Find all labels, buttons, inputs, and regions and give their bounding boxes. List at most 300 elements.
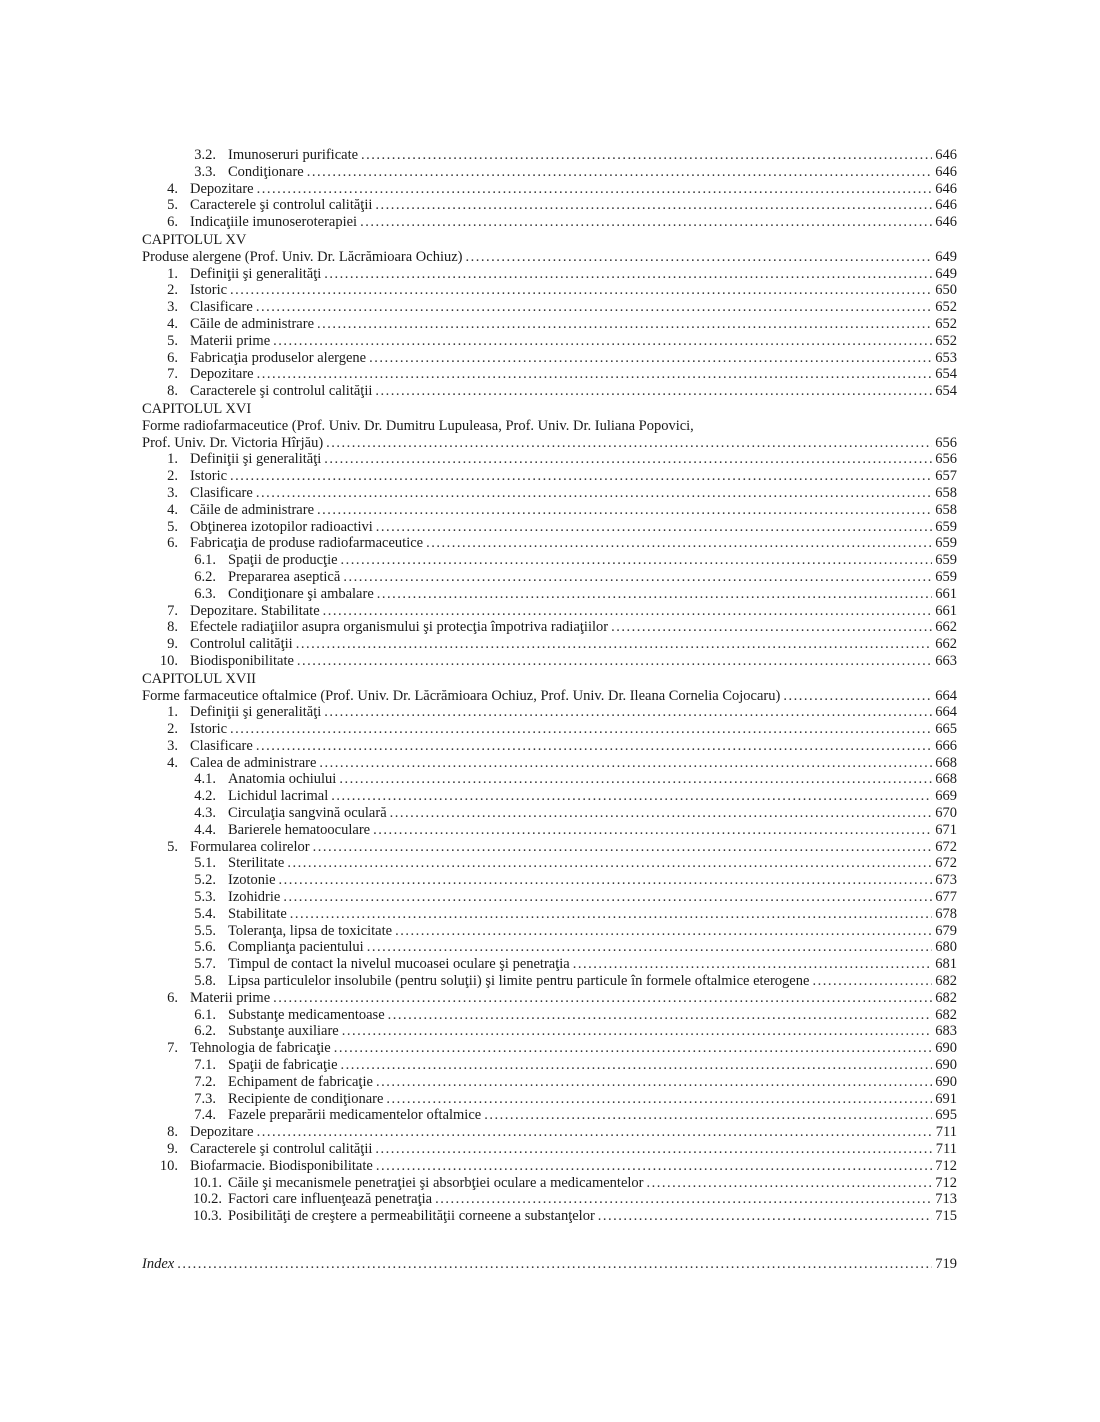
dot-leader bbox=[296, 636, 933, 653]
page-number: 664 bbox=[935, 704, 957, 721]
page-number: 682 bbox=[935, 973, 957, 990]
toc-entry bbox=[142, 1023, 957, 1040]
page-number: 658 bbox=[935, 484, 957, 501]
page-number: 652 bbox=[935, 299, 957, 316]
page-number: 661 bbox=[935, 602, 957, 619]
entry-title: Istoric bbox=[190, 468, 228, 485]
dot-leader bbox=[317, 316, 932, 333]
entry-number: 7.4. bbox=[194, 1107, 216, 1124]
entry-number: 7. bbox=[167, 366, 178, 383]
page-number: 691 bbox=[935, 1090, 957, 1107]
entry-title: Obţinerea izotopilor radioactivi bbox=[190, 518, 373, 535]
entry-title: Controlul calităţii bbox=[190, 636, 293, 653]
page-number: 682 bbox=[935, 989, 957, 1006]
toc-entry bbox=[142, 653, 957, 670]
chapter-title: Produse alergene (Prof. Univ. Dr. Lăcrămioara Ochiuz) bbox=[142, 248, 463, 265]
entry-number: 5.5. bbox=[194, 922, 216, 939]
toc-entry bbox=[142, 1007, 957, 1024]
page-number: 682 bbox=[935, 1006, 957, 1023]
entry-title: Definiţii şi generalităţi bbox=[190, 265, 322, 282]
dot-leader bbox=[377, 586, 932, 603]
toc-section-ch17 bbox=[142, 704, 957, 1225]
dot-leader bbox=[435, 1191, 932, 1208]
page-number: 690 bbox=[935, 1057, 957, 1074]
toc-entry bbox=[142, 299, 957, 316]
dot-leader bbox=[812, 973, 932, 990]
entry-title: Imunoseruri purificate bbox=[228, 147, 359, 163]
page-number: 657 bbox=[935, 468, 957, 485]
chapter-title-row bbox=[142, 688, 957, 705]
page-number: 690 bbox=[935, 1040, 957, 1057]
dot-leader bbox=[339, 771, 932, 788]
toc-entry bbox=[142, 973, 957, 990]
page-number: 679 bbox=[935, 922, 957, 939]
entry-title: Căile de administrare bbox=[190, 315, 315, 332]
entry-number: 5.3. bbox=[194, 889, 216, 906]
entry-title: Depozitare bbox=[190, 366, 254, 383]
entry-title: Recipiente de condiţionare bbox=[228, 1090, 384, 1107]
entry-number: 6.2. bbox=[194, 1023, 216, 1040]
toc-entry bbox=[142, 535, 957, 552]
dot-leader bbox=[342, 1023, 933, 1040]
entry-title: Istoric bbox=[190, 721, 228, 738]
entry-number: 6.1. bbox=[194, 1006, 216, 1023]
entry-number: 3. bbox=[167, 484, 178, 501]
page-number: 678 bbox=[935, 905, 957, 922]
toc-entry bbox=[142, 1057, 957, 1074]
entry-title: Caracterele şi controlul calităţii bbox=[190, 1141, 373, 1158]
entry-title: Prepararea aseptică bbox=[228, 568, 341, 585]
entry-title: Depozitare. Stabilitate bbox=[190, 602, 320, 619]
entry-number: 3. bbox=[167, 737, 178, 754]
dot-leader bbox=[598, 1208, 932, 1225]
entry-title: Fabricaţia produselor alergene bbox=[190, 349, 367, 366]
dot-leader bbox=[326, 435, 932, 452]
dot-leader bbox=[319, 755, 932, 772]
entry-number: 5.7. bbox=[194, 956, 216, 973]
entry-title: Fazele preparării medicamentelor oftalmice bbox=[228, 1107, 482, 1124]
toc-entry bbox=[142, 1208, 957, 1225]
entry-number: 5.6. bbox=[194, 939, 216, 956]
page-number: 683 bbox=[935, 1023, 957, 1040]
toc-entry bbox=[142, 1175, 957, 1192]
dot-leader bbox=[256, 485, 932, 502]
dot-leader bbox=[279, 872, 933, 889]
dot-leader bbox=[256, 738, 932, 755]
page-number: 664 bbox=[935, 687, 957, 704]
toc-entry bbox=[142, 1141, 957, 1158]
dot-leader bbox=[426, 535, 932, 552]
toc-entry bbox=[142, 451, 957, 468]
entry-number: 7.3. bbox=[194, 1090, 216, 1107]
entry-title: Istoric bbox=[190, 282, 228, 299]
entry-number: 5.8. bbox=[194, 973, 216, 990]
entry-title: Clasificare bbox=[190, 484, 253, 501]
entry-number: 4.3. bbox=[194, 805, 216, 822]
chapter-title-row bbox=[142, 435, 957, 452]
toc-entry bbox=[142, 619, 957, 636]
dot-leader bbox=[611, 619, 932, 636]
entry-title: Posibilităţi de creştere a permeabilităţii corneene a substanţelor bbox=[228, 1208, 595, 1225]
entry-number: 6.2. bbox=[194, 568, 216, 585]
dot-leader bbox=[290, 906, 932, 923]
entry-number: 4.1. bbox=[194, 771, 216, 788]
page-number: 672 bbox=[935, 838, 957, 855]
toc-entry bbox=[142, 738, 957, 755]
dot-leader bbox=[256, 299, 932, 316]
toc-entry bbox=[142, 383, 957, 400]
dot-leader bbox=[341, 552, 933, 569]
entry-number: 5.1. bbox=[194, 855, 216, 872]
page-number: 673 bbox=[935, 872, 957, 889]
entry-title: Caracterele şi controlul calităţii bbox=[190, 197, 373, 214]
entry-title: Stabilitate bbox=[228, 905, 287, 922]
toc-entry bbox=[142, 468, 957, 485]
toc-entry bbox=[142, 839, 957, 856]
page-number: 713 bbox=[935, 1191, 957, 1208]
page-number: 681 bbox=[935, 956, 957, 973]
page-number: 711 bbox=[935, 1124, 957, 1141]
page-number: 712 bbox=[935, 1157, 957, 1174]
entry-title: Clasificare bbox=[190, 737, 253, 754]
entry-number: 7. bbox=[167, 1040, 178, 1057]
entry-title: Toleranţa, lipsa de toxicitate bbox=[228, 922, 393, 939]
page-number: 659 bbox=[935, 568, 957, 585]
page-number: 658 bbox=[935, 501, 957, 518]
dot-leader bbox=[257, 181, 933, 198]
dot-leader bbox=[647, 1175, 933, 1192]
entry-number: 5. bbox=[167, 332, 178, 349]
entry-number: 7. bbox=[167, 602, 178, 619]
entry-title: Definiţii şi generalităţi bbox=[190, 704, 322, 721]
toc-entry bbox=[142, 855, 957, 872]
toc-entry bbox=[142, 805, 957, 822]
entry-number: 9. bbox=[167, 1141, 178, 1158]
dot-leader bbox=[323, 603, 933, 620]
dot-leader bbox=[324, 704, 932, 721]
page-number: 646 bbox=[935, 147, 957, 163]
toc-entry bbox=[142, 939, 957, 956]
entry-title: Căile de administrare bbox=[190, 501, 315, 518]
chapter-heading: CAPITOLUL XV bbox=[142, 231, 247, 248]
page-number: 646 bbox=[935, 214, 957, 231]
entry-title: Materii prime bbox=[190, 989, 271, 1006]
page-number: 649 bbox=[935, 248, 957, 265]
entry-title: Formularea colirelor bbox=[190, 838, 310, 855]
dot-leader bbox=[287, 855, 932, 872]
toc-entry bbox=[142, 889, 957, 906]
page-number: 652 bbox=[935, 315, 957, 332]
dot-leader bbox=[395, 923, 932, 940]
toc-entry bbox=[142, 822, 957, 839]
entry-title: Tehnologia de fabricaţie bbox=[190, 1040, 331, 1057]
dot-leader bbox=[273, 333, 932, 350]
dot-leader bbox=[341, 1057, 933, 1074]
toc-entry bbox=[142, 214, 957, 231]
dot-leader bbox=[367, 939, 933, 956]
entry-title: Lichidul lacrimal bbox=[228, 788, 329, 805]
entry-title: Biodisponibilitate bbox=[190, 652, 294, 669]
toc-entry bbox=[142, 603, 957, 620]
page-number: 670 bbox=[935, 805, 957, 822]
index-label: Index bbox=[142, 1256, 175, 1272]
dot-leader bbox=[390, 805, 933, 822]
entry-number: 2. bbox=[167, 282, 178, 299]
dot-leader bbox=[466, 249, 933, 266]
page-number: 662 bbox=[935, 619, 957, 636]
dot-leader bbox=[334, 1040, 933, 1057]
entry-number: 5. bbox=[167, 838, 178, 855]
entry-number: 10.2. bbox=[193, 1191, 222, 1208]
toc-entry bbox=[142, 333, 957, 350]
entry-number: 4. bbox=[167, 501, 178, 518]
dot-leader bbox=[297, 653, 932, 670]
toc-entry bbox=[142, 282, 957, 299]
dot-leader bbox=[375, 197, 932, 214]
dot-leader bbox=[388, 1007, 933, 1024]
entry-number: 5. bbox=[167, 197, 178, 214]
entry-title: Spaţii de fabricaţie bbox=[228, 1057, 338, 1074]
entry-title: Depozitare bbox=[190, 180, 254, 197]
entry-number: 8. bbox=[167, 383, 178, 400]
toc-entry bbox=[142, 552, 957, 569]
entry-title: Definiţii şi generalităţi bbox=[190, 451, 322, 468]
page-number: 671 bbox=[935, 821, 957, 838]
entry-number: 10.3. bbox=[193, 1208, 222, 1225]
page-number: 665 bbox=[935, 721, 957, 738]
dot-leader bbox=[573, 956, 933, 973]
entry-title: Condiţionare bbox=[228, 163, 304, 180]
page-number: 690 bbox=[935, 1073, 957, 1090]
dot-leader bbox=[386, 1091, 932, 1108]
page-number: 652 bbox=[935, 332, 957, 349]
entry-title: Efectele radiaţiilor asupra organismului şi protecţia împotriva radiaţiilor bbox=[190, 619, 609, 636]
entry-number: 8. bbox=[167, 619, 178, 636]
dot-leader bbox=[376, 519, 932, 536]
chapter-title: Forme radiofarmaceutice (Prof. Univ. Dr. Dumitru Lupuleasa, Prof. Univ. Dr. Iuliana Popovici, bbox=[142, 417, 694, 434]
toc-entry bbox=[142, 1191, 957, 1208]
entry-title: Substanţe medicamentoase bbox=[228, 1006, 385, 1023]
toc-section-continued bbox=[142, 147, 957, 231]
dot-leader bbox=[324, 451, 932, 468]
entry-number: 10. bbox=[159, 1157, 178, 1174]
dot-leader bbox=[324, 266, 932, 283]
entry-title: Caracterele şi controlul calităţii bbox=[190, 383, 373, 400]
chapter-title: Forme farmaceutice oftalmice (Prof. Univ. Dr. Lăcrămioara Ochiuz, Prof. Univ. Dr. Ileana Cornelia Cojocaru) bbox=[142, 687, 781, 704]
toc-entry bbox=[142, 636, 957, 653]
toc-entry bbox=[142, 197, 957, 214]
entry-title: Factori care influenţează penetraţia bbox=[228, 1191, 433, 1208]
toc-entry bbox=[142, 569, 957, 586]
toc-section-ch15 bbox=[142, 266, 957, 400]
entry-number: 1. bbox=[167, 451, 178, 468]
entry-number: 6. bbox=[167, 535, 178, 552]
entry-title: Biofarmacie. Biodisponibilitate bbox=[190, 1157, 373, 1174]
dot-leader bbox=[257, 1124, 933, 1141]
toc-entry bbox=[142, 350, 957, 367]
page-number: 646 bbox=[935, 197, 957, 214]
dot-leader bbox=[317, 502, 932, 519]
entry-number: 3. bbox=[167, 299, 178, 316]
entry-number: 3.2. bbox=[194, 147, 216, 163]
page-number: 669 bbox=[935, 788, 957, 805]
chapter-title-continued: Prof. Univ. Dr. Victoria Hîrjău) bbox=[142, 434, 324, 451]
entry-title: Complianţa pacientului bbox=[228, 939, 364, 956]
toc-entry bbox=[142, 316, 957, 333]
entry-number: 10.1. bbox=[193, 1174, 222, 1191]
entry-number: 7.2. bbox=[194, 1073, 216, 1090]
toc-entry bbox=[142, 1107, 957, 1124]
page-number: 656 bbox=[935, 434, 957, 451]
page-number: 666 bbox=[935, 737, 957, 754]
toc-entry bbox=[142, 721, 957, 738]
chapter-heading: CAPITOLUL XVII bbox=[142, 670, 256, 687]
entry-number: 2. bbox=[167, 721, 178, 738]
toc-section-ch16 bbox=[142, 451, 957, 669]
page-number: 662 bbox=[935, 636, 957, 653]
dot-leader bbox=[307, 164, 933, 181]
toc-entry bbox=[142, 1074, 957, 1091]
table-of-contents bbox=[142, 147, 957, 1225]
dot-leader bbox=[484, 1107, 932, 1124]
page-number: 715 bbox=[935, 1208, 957, 1225]
entry-title: Depozitare bbox=[190, 1124, 254, 1141]
page-number: 646 bbox=[935, 180, 957, 197]
page-number: 677 bbox=[935, 889, 957, 906]
entry-number: 6. bbox=[167, 214, 178, 231]
page-number: 680 bbox=[935, 939, 957, 956]
entry-number: 4. bbox=[167, 315, 178, 332]
dot-leader bbox=[343, 569, 932, 586]
entry-number: 10. bbox=[159, 652, 178, 669]
toc-entry bbox=[142, 266, 957, 283]
entry-title: Fabricaţia de produse radiofarmaceutice bbox=[190, 535, 424, 552]
toc-entry bbox=[142, 586, 957, 603]
toc-entry bbox=[142, 485, 957, 502]
entry-number: 1. bbox=[167, 265, 178, 282]
entry-number: 6.1. bbox=[194, 552, 216, 569]
entry-number: 5. bbox=[167, 518, 178, 535]
page-number: 659 bbox=[935, 535, 957, 552]
entry-number: 1. bbox=[167, 704, 178, 721]
entry-title: Circulaţia sangvină oculară bbox=[228, 805, 387, 822]
chapter-heading: CAPITOLUL XVI bbox=[142, 400, 252, 417]
entry-number: 4.4. bbox=[194, 821, 216, 838]
dot-leader bbox=[783, 688, 932, 705]
toc-entry bbox=[142, 704, 957, 721]
dot-leader bbox=[230, 721, 932, 738]
entry-title: Izotonie bbox=[228, 872, 276, 889]
toc-entry bbox=[142, 788, 957, 805]
toc-entry bbox=[142, 1040, 957, 1057]
entry-number: 4. bbox=[167, 754, 178, 771]
toc-entry bbox=[142, 906, 957, 923]
entry-title: Sterilitate bbox=[228, 855, 285, 872]
dot-leader bbox=[375, 383, 932, 400]
entry-title: Barierele hematooculare bbox=[228, 821, 371, 838]
entry-title: Materii prime bbox=[190, 332, 271, 349]
entry-number: 4.2. bbox=[194, 788, 216, 805]
page-number: 712 bbox=[935, 1174, 957, 1191]
dot-leader bbox=[360, 214, 932, 231]
entry-number: 6. bbox=[167, 349, 178, 366]
page-number: 668 bbox=[935, 771, 957, 788]
entry-number: 3.3. bbox=[194, 163, 216, 180]
entry-number: 4. bbox=[167, 180, 178, 197]
page-number: 650 bbox=[935, 282, 957, 299]
index-entry bbox=[142, 1256, 957, 1273]
toc-entry bbox=[142, 923, 957, 940]
toc-entry bbox=[142, 366, 957, 383]
toc-entry bbox=[142, 1158, 957, 1175]
toc-entry bbox=[142, 990, 957, 1007]
page-number: 663 bbox=[935, 652, 957, 669]
page-number: 654 bbox=[935, 383, 957, 400]
toc-entry bbox=[142, 164, 957, 181]
entry-title: Lipsa particulelor insolubile (pentru soluţii) şi limite pentru particule în formele oftalmice eterogene bbox=[228, 973, 810, 990]
page-number: 654 bbox=[935, 366, 957, 383]
page-number: 659 bbox=[935, 518, 957, 535]
entry-title: Echipament de fabricaţie bbox=[228, 1073, 373, 1090]
page-number: 646 bbox=[935, 163, 957, 180]
entry-title: Clasificare bbox=[190, 299, 253, 316]
page-number: 711 bbox=[935, 1141, 957, 1158]
dot-leader bbox=[230, 468, 932, 485]
entry-title: Substanţe auxiliare bbox=[228, 1023, 339, 1040]
entry-number: 8. bbox=[167, 1124, 178, 1141]
dot-leader bbox=[361, 147, 932, 164]
dot-leader bbox=[331, 788, 932, 805]
dot-leader bbox=[257, 366, 933, 383]
entry-number: 5.2. bbox=[194, 872, 216, 889]
page-number: 649 bbox=[935, 265, 957, 282]
toc-entry bbox=[142, 1091, 957, 1108]
page-number: 661 bbox=[935, 585, 957, 602]
page-number: 656 bbox=[935, 451, 957, 468]
dot-leader bbox=[230, 282, 932, 299]
entry-title: Spaţii de producţie bbox=[228, 552, 338, 569]
page-number: 695 bbox=[935, 1107, 957, 1124]
toc-entry bbox=[142, 755, 957, 772]
dot-leader bbox=[375, 1141, 932, 1158]
dot-leader bbox=[369, 350, 932, 367]
toc-entry bbox=[142, 181, 957, 198]
toc-entry bbox=[142, 1124, 957, 1141]
dot-leader bbox=[373, 822, 932, 839]
chapter-title-row bbox=[142, 249, 957, 266]
entry-title: Condiţionare şi ambalare bbox=[228, 585, 374, 602]
dot-leader bbox=[283, 889, 932, 906]
toc-entry bbox=[142, 872, 957, 889]
entry-number: 9. bbox=[167, 636, 178, 653]
entry-title: Anatomia ochiului bbox=[228, 771, 337, 788]
entry-title: Izohidrie bbox=[228, 889, 281, 906]
entry-number: 6. bbox=[167, 989, 178, 1006]
toc-entry bbox=[142, 147, 957, 164]
entry-title: Calea de administrare bbox=[190, 754, 317, 771]
entry-number: 6.3. bbox=[194, 585, 216, 602]
dot-leader bbox=[313, 839, 933, 856]
entry-number: 7.1. bbox=[194, 1057, 216, 1074]
page-number: 653 bbox=[935, 349, 957, 366]
toc-entry bbox=[142, 956, 957, 973]
dot-leader bbox=[177, 1256, 932, 1273]
page-number: 672 bbox=[935, 855, 957, 872]
entry-title: Indicaţiile imunoseroterapiei bbox=[190, 214, 358, 231]
toc-entry bbox=[142, 771, 957, 788]
page-number: 719 bbox=[935, 1256, 957, 1272]
page-number: 659 bbox=[935, 552, 957, 569]
